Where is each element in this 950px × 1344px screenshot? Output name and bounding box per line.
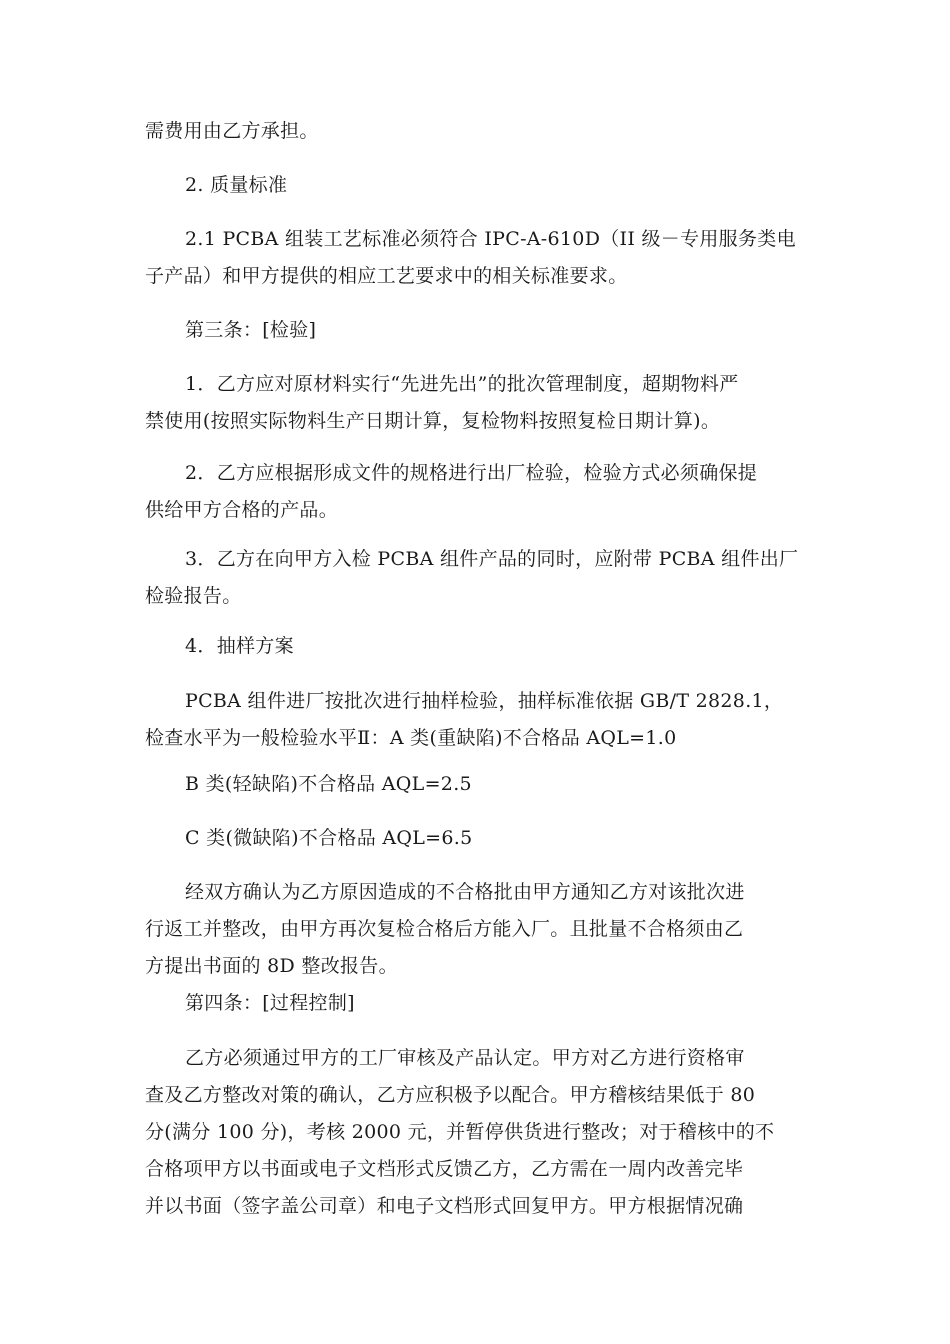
text-line: B 类(轻缺陷)不合格品 AQL=2.5 [185, 773, 472, 795]
text-line: 并以书面（签字盖公司章）和电子文档形式回复甲方。甲方根据情况确 [145, 1195, 744, 1217]
paragraph-inspection-report [145, 541, 810, 615]
text-line: 2.1 PCBA 组装工艺标准必须符合 IPC-A-610D（II 级－专用服务类电 [185, 228, 796, 250]
text-line: 2．乙方应根据形成文件的规格进行出厂检验，检验方式必须确保提 [185, 462, 758, 484]
text-line: 禁使用(按照实际物料生产日期计算，复检物料按照复检日期计算)。 [145, 410, 721, 432]
heading-article-three-inspection [145, 312, 810, 349]
paragraph-nonconforming-rework [145, 874, 810, 985]
text-line: C 类(微缺陷)不合格品 AQL=6.5 [185, 827, 473, 849]
heading-article-four-process-control [145, 985, 810, 1022]
text-line: 3．乙方在向甲方入检 PCBA 组件产品的同时，应附带 PCBA 组件出厂 [185, 548, 799, 570]
paragraph-factory-audit [145, 1040, 810, 1225]
text-line: 检验报告。 [145, 585, 242, 607]
text-line: 检查水平为一般检验水平Ⅱ：A 类(重缺陷)不合格品 AQL=1.0 [145, 727, 677, 749]
text-line: 查及乙方整改对策的确认，乙方应积极予以配合。甲方稽核结果低于 80 [145, 1084, 756, 1106]
text-line: 行返工并整改，由甲方再次复检合格后方能入厂。且批量不合格须由乙 [145, 918, 744, 940]
text-line: 4．抽样方案 [185, 635, 294, 657]
heading-quality-standard [145, 167, 810, 204]
paragraph-fifo-batch-management [145, 366, 810, 440]
paragraph-class-c-aql [145, 820, 810, 857]
text-line: 供给甲方合格的产品。 [145, 499, 339, 521]
text-line: 2. 质量标准 [185, 174, 288, 196]
text-line: 子产品）和甲方提供的相应工艺要求中的相关标准要求。 [145, 265, 628, 287]
paragraph-sampling-standard [145, 683, 810, 757]
paragraph-class-b-aql [145, 766, 810, 803]
text-line: 乙方必须通过甲方的工厂审核及产品认定。甲方对乙方进行资格审 [185, 1047, 745, 1069]
text-line: 经双方确认为乙方原因造成的不合格批由甲方通知乙方对该批次进 [185, 881, 745, 903]
text-line: 需费用由乙方承担。 [145, 120, 319, 142]
text-line: 合格项甲方以书面或电子文档形式反馈乙方，乙方需在一周内改善完毕 [145, 1158, 744, 1180]
text-line: 1．乙方应对原材料实行“先进先出”的批次管理制度，超期物料严 [185, 373, 739, 395]
heading-sampling-plan [145, 628, 810, 665]
text-line: 分(满分 100 分)，考核 2000 元，并暂停供货进行整改；对于稽核中的不 [145, 1121, 775, 1143]
paragraph-outgoing-inspection [145, 455, 810, 529]
text-line: 方提出书面的 8D 整改报告。 [145, 955, 398, 977]
text-line: 第三条：[检验] [185, 319, 317, 341]
paragraph-cost-bearing [145, 113, 810, 150]
paragraph-assembly-standard [145, 221, 810, 295]
text-line: 第四条：[过程控制] [185, 992, 355, 1014]
text-line: PCBA 组件进厂按批次进行抽样检验，抽样标准依据 GB/T 2828.1， [185, 690, 784, 712]
